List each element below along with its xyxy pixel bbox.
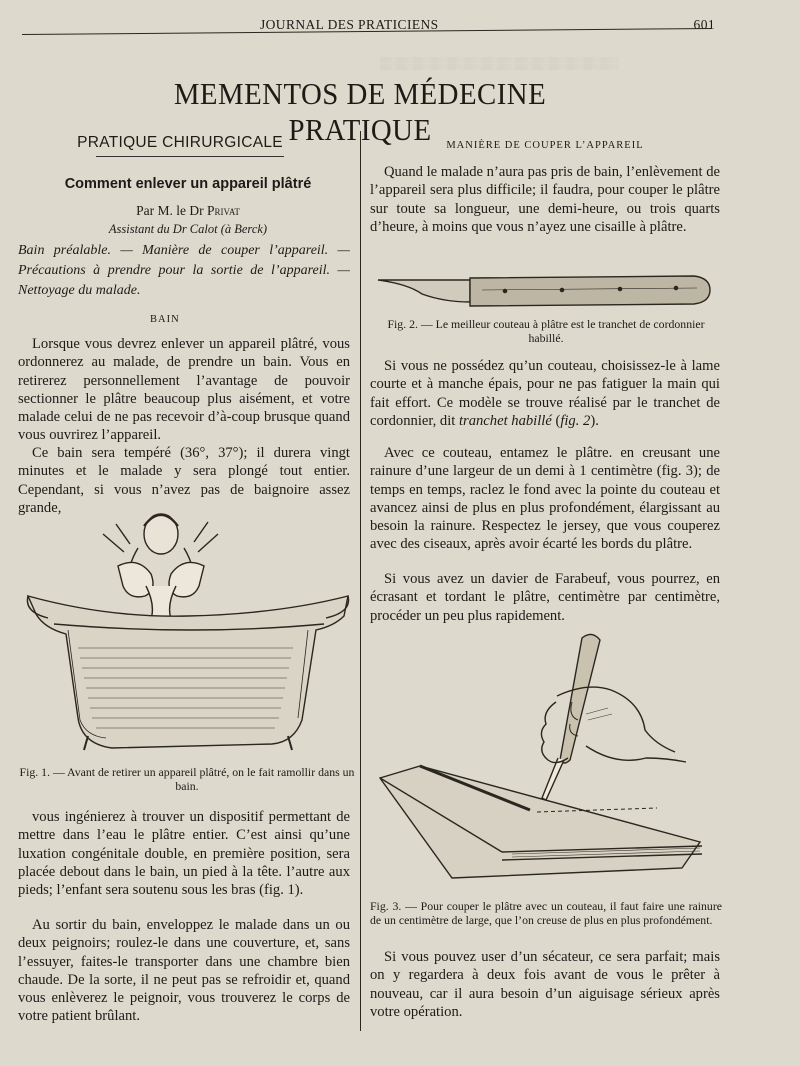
paragraph: Avec ce couteau, entamez le plâtre. en creusant une rainure d’une largeur de un demi à 1 centimètre (fig. 3); de temps en temps, raclez le fond avec la pointe du couteau et avancez ainsi de plus en plus profondément, élargissant au besoin la rainure. Respectez le jersey, que vous couperez avec des ciseaux, après avoir écarté les bords du plâtre. (370, 445, 720, 553)
paragraph: Si vous avez un davier de Farabeuf, vous pourrez, en écrasant et tordant le plâtre, centimètre par centimètre, procéder un peu plus rapidement. (370, 571, 720, 624)
figure-hand-cutting (372, 628, 717, 893)
byline: Par M. le Dr Privat (136, 203, 240, 218)
paragraph: Au sortir du bain, enveloppez le malade dans un ou deux peignoirs; roulez-le dans une couverture, et, sans l’essuyer, faites-le transporter dans une chambre bien chaude. De la sorte, il ne peut pas se refroidir et, quand vous enlèverez le peignoir, vous trouverez le corps de votre patient brûlant. (18, 917, 350, 1025)
subhead-maniere: MANIÈRE DE COUPER L’APPAREIL (446, 140, 644, 151)
paragraph: vous ingénierez à trouver un dispositif permettant de mettre dans l’eau le plâtre entier. C’est ainsi qu’une luxation congénitale double, en première position, sera placée debout dans le bain, un pied à la tête. l’autre aux pieds; l’enfant sera soutenu sous les bras (fig. 1). (18, 809, 350, 899)
figure-bathtub (18, 508, 356, 760)
column-divider (360, 131, 361, 1031)
figure-caption: Fig. 2. — Le meilleur couteau à plâtre est le tranchet de cordonnier habillé. (387, 317, 705, 345)
paragraph: Quand le malade n’aura pas pris de bain, l’enlèvement de l’appareil sera plus difficile; il faudra, pour couper le plâtre sur toute sa longueur, une demi-heure, ou trois quarts d’heure, à moins que vous n’ayez une cisaille à plâtre. (370, 164, 720, 235)
figure-caption: Fig. 1. — Avant de retirer un appareil plâtré, on le fait ramollir dans un bain. (19, 765, 355, 793)
author-affiliation: Assistant du Dr Calot (à Berck) (108, 222, 268, 236)
figure-caption: Fig. 3. — Pour couper le plâtre avec un couteau, il faut faire une rainure de un centimètre de large, que l’on creuse de plus en plus profondément. (370, 899, 722, 927)
journal-title: JOURNAL DES PRATICIENS (260, 17, 439, 32)
paragraph: Ce bain sera tempéré (36°, 37°); il durera vingt minutes et le malade y sera plongé tout entier. Cependant, si vous n’avez pas de baignoire assez grande, (18, 445, 350, 516)
section-heading: PRATIQUE CHIRURGICALE (77, 134, 283, 151)
section-underline (96, 156, 284, 157)
page-number: 601 (693, 17, 715, 32)
article-summary: Bain préalable. — Manière de couper l’appareil. — Précautions à prendre pour la sortie de l’appareil. — Nettoyage du malade. (18, 243, 350, 298)
figure-knife (372, 268, 717, 310)
show-through-texture: ▒░▒░▒░▒░▒░▒░▒░▒░▒░▒░▒░▒░▒░▒░ (380, 56, 619, 70)
paragraph: Si vous ne possédez qu’un couteau, choisissez-le à lame courte et à manche épais, pour ne pas fatiguer la main qui fait effort. Ce modèle se trouve réalisé par le tranchet de cordonnier, dit tranchet habillé (fig. 2). (370, 358, 720, 429)
main-title: MEMENTOS DE MÉDECINE PRATIQUE (173, 76, 547, 147)
article-title: Comment enlever un appareil plâtré (64, 176, 312, 192)
subhead-bain: BAIN (150, 314, 180, 325)
paragraph: Lorsque vous devrez enlever un appareil plâtré, vous ordonnerez au malade, de prendre un bain. Vous en retirerez personnellement l’avantage de pouvoir sectionner le plâtre beaucoup plus aisément, et votre malade celui de ne pas recevoir d’à-coup brusque quand vous ouvrirez l’appareil. (18, 336, 350, 444)
paragraph: Si vous pouvez user d’un sécateur, ce sera parfait; mais on y regardera à deux fois avant de vous le prêter à nouveau, car il aura besoin d’un aiguisage sérieux après votre opération. (370, 949, 720, 1020)
